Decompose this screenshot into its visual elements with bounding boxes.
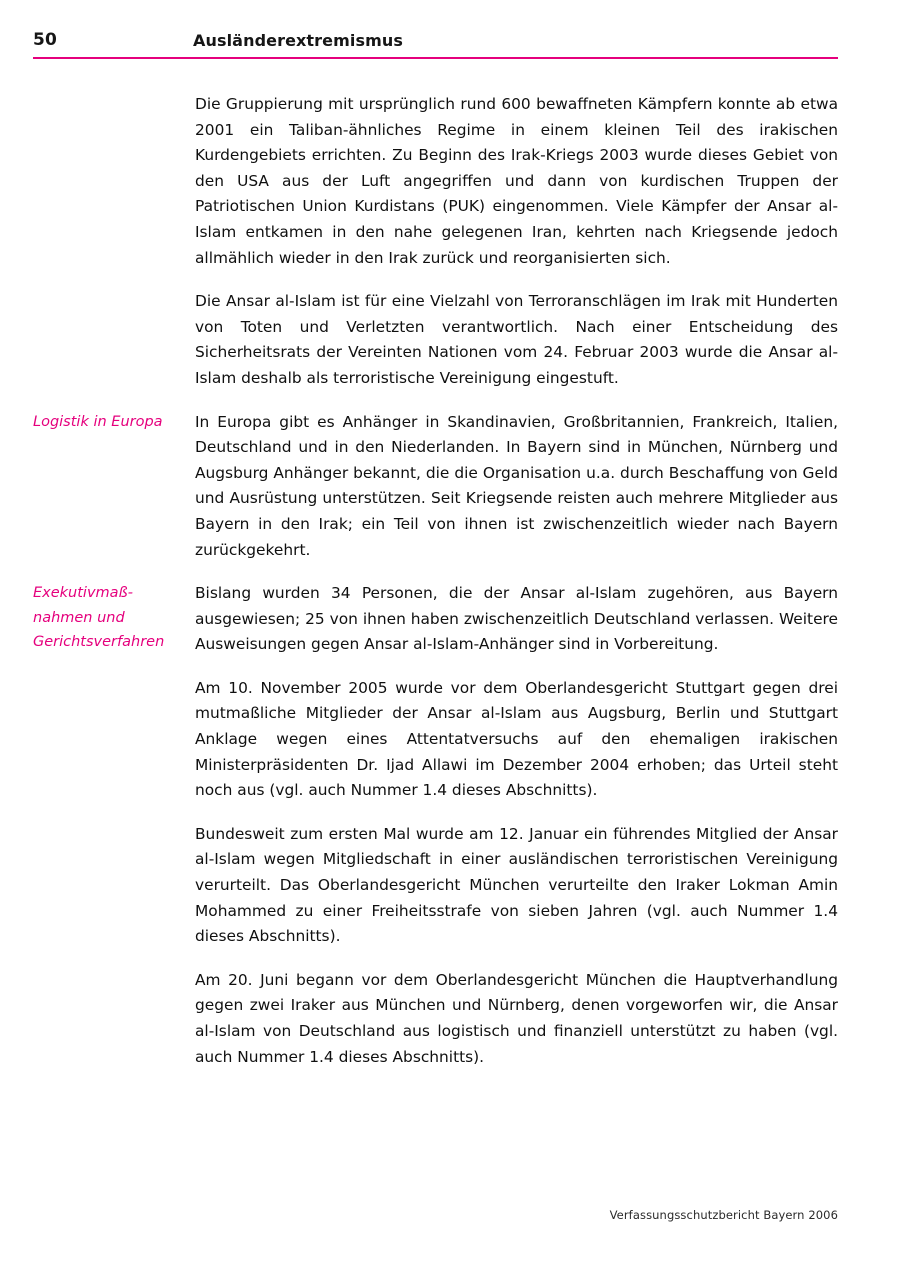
- content-block: [33, 410, 838, 564]
- margin-note-logistik: [33, 410, 195, 435]
- page-header: [0, 0, 900, 58]
- body-column: [195, 92, 838, 392]
- page-footer: Verfassungsschutzbericht Bayern 2006: [609, 1208, 838, 1222]
- body-column: [195, 410, 838, 564]
- paragraph: Am 10. November 2005 wurde vor dem Oberlandesgericht Stuttgart gegen drei mutmaßliche Mitglieder der Ansar al-Islam aus Augsburg, Berlin und Stuttgart Anklage wegen eines Attentatversuchs auf den ehemaligen irakischen Ministerpräsidenten Dr. Ijad Allawi im Dezember 2004 erhoben; das Urteil steht noch aus (vgl. auch Nummer 1.4 dieses Abschnitts).: [195, 678, 838, 800]
- body-column: [195, 581, 838, 1070]
- margin-note-line: Logistik in Europa: [33, 413, 163, 430]
- paragraph: Bundesweit zum ersten Mal wurde am 12. Januar ein führendes Mitglied der Ansar al-Islam wegen Mitgliedschaft in einer ausländischen terroristischen Vereinigung verurteilt. Das Oberlandesgericht München verurteilte den Iraker Lokman Amin Mohammed zu einer Freiheitsstrafe von sieben Jahren (vgl. auch Nummer 1.4 dieses Abschnitts).: [195, 824, 838, 946]
- margin-note-line: nahmen und: [33, 609, 125, 626]
- page-number: 50: [33, 30, 58, 50]
- paragraph: Die Ansar al-Islam ist für eine Vielzahl von Terroranschlägen im Irak mit Hunderten von Toten und Verletzten verantwortlich. Nach einer Entscheidung des Sicherheitsrats der Vereinten Nationen vom 24. Februar 2003 wurde die Ansar al-Islam deshalb als terroristische Vereinigung eingestuft.: [195, 292, 838, 387]
- margin-note-exekutivmassnahmen: [33, 581, 195, 655]
- margin-note-line: Gerichtsverfahren: [33, 634, 165, 651]
- content-block: [33, 92, 838, 392]
- paragraph: Am 20. Juni begann vor dem Oberlandesgericht München die Hauptverhandlung gegen zwei Iraker aus München und Nürnberg, denen vorgeworfen wir, die Ansar al-Islam von Deutschland aus logistisch und finanziell unterstützt zu haben (vgl. auch Nummer 1.4 dieses Abschnitts).: [195, 970, 838, 1066]
- margin-note-line: Exekutivmaß-: [33, 585, 133, 602]
- content-block: [33, 581, 838, 1070]
- paragraph: Bislang wurden 34 Personen, die der Ansar al-Islam zugehören, aus Bayern ausgewiesen; 25 von ihnen haben zwischenzeitlich Deutschland verlassen. Weitere Ausweisungen gegen Ansar al-Islam-Anhänger sind in Vorbereitung.: [195, 584, 838, 654]
- header-title: Ausländerextremismus: [193, 31, 403, 50]
- header-divider: [33, 57, 838, 59]
- paragraph: In Europa gibt es Anhänger in Skandinavien, Großbritannien, Frankreich, Italien, Deutschland und in den Niederlanden. In Bayern sind in München, Nürnberg und Augsburg Anhänger bekannt, die die Organisation u.a. durch Beschaffung von Geld und Ausrüstung unterstützen. Seit Kriegsende reisten auch mehrere Mitglieder aus Bayern in den Irak; ein Teil von ihnen ist zwischenzeitlich wieder nach Bayern zurückgekehrt.: [195, 412, 838, 559]
- page-content: [33, 92, 838, 1088]
- paragraph: Die Gruppierung mit ursprünglich rund 600 bewaffneten Kämpfern konnte ab etwa 2001 ein Taliban-ähnliches Regime in einem kleinen Teil des irakischen Kurdengebiets errichten. Zu Beginn des Irak-Kriegs 2003 wurde dieses Gebiet von den USA aus der Luft angegriffen und dann von kurdischen Truppen der Patriotischen Union Kurdistans (PUK) eingenommen. Viele Kämpfer der Ansar al-Islam entkamen in den nahe gelegenen Iran, kehrten nach Kriegsende jedoch allmählich wieder in den Irak zurück und reorganisierten sich.: [195, 95, 838, 267]
